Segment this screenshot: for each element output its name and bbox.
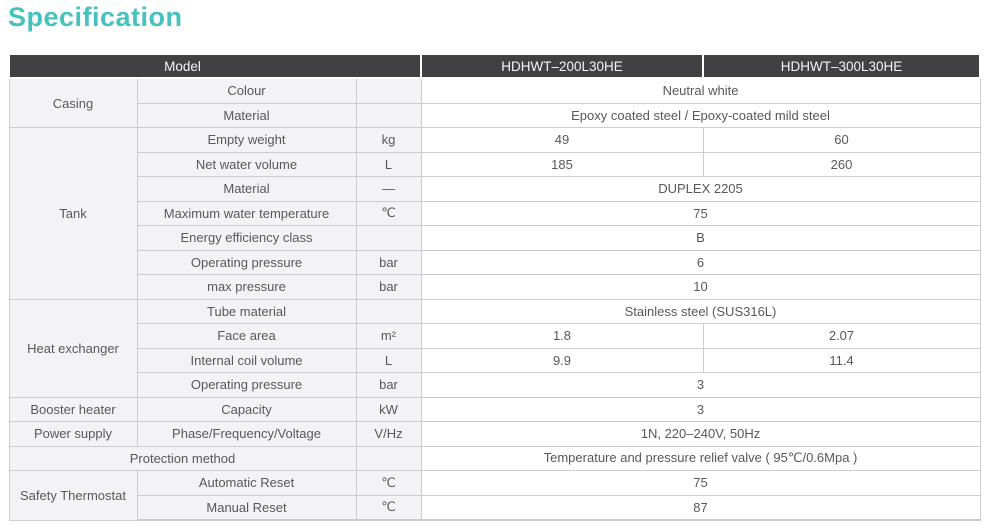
- model-header-cell: Model: [9, 54, 421, 78]
- table-row: [9, 103, 980, 128]
- value-cell: 10: [421, 275, 980, 300]
- table-header: [9, 54, 980, 78]
- unit-cell: bar: [356, 373, 421, 398]
- param-cell: Energy efficiency class: [137, 226, 356, 251]
- value-cell-1: 185: [421, 152, 703, 177]
- value-cell: Temperature and pressure relief valve ( 95℃/0.6Mpa ): [421, 446, 980, 471]
- table-row: [9, 201, 980, 226]
- table-row: [9, 226, 980, 251]
- value-cell: 87: [421, 495, 980, 520]
- table-row: [9, 177, 980, 202]
- value-cell: Epoxy coated steel / Epoxy-coated mild steel: [421, 103, 980, 128]
- unit-cell: [356, 78, 421, 103]
- table-row: [9, 78, 980, 103]
- value-cell: 3: [421, 397, 980, 422]
- value-cell: 75: [421, 201, 980, 226]
- value-cell-1: 49: [421, 128, 703, 153]
- value-cell: 75: [421, 471, 980, 496]
- param-cell: Operating pressure: [137, 250, 356, 275]
- table-row: [9, 324, 980, 349]
- table-row: [9, 373, 980, 398]
- unit-cell: V/Hz: [356, 422, 421, 447]
- unit-cell: ℃: [356, 471, 421, 496]
- table-body: [9, 78, 980, 520]
- param-cell: Empty weight: [137, 128, 356, 153]
- group-cell: Casing: [9, 78, 137, 128]
- value-cell: Neutral white: [421, 78, 980, 103]
- param-cell: Tube material: [137, 299, 356, 324]
- value-cell: Stainless steel (SUS316L): [421, 299, 980, 324]
- value-cell-2: 2.07: [703, 324, 980, 349]
- table-row: [9, 495, 980, 520]
- param-cell: Face area: [137, 324, 356, 349]
- value-cell: B: [421, 226, 980, 251]
- unit-cell: [356, 226, 421, 251]
- param-cell: Internal coil volume: [137, 348, 356, 373]
- unit-cell: [356, 299, 421, 324]
- value-cell-2: 11.4: [703, 348, 980, 373]
- param-cell: Material: [137, 177, 356, 202]
- param-cell: Net water volume: [137, 152, 356, 177]
- param-cell: max pressure: [137, 275, 356, 300]
- unit-cell: —: [356, 177, 421, 202]
- header-row: [9, 54, 980, 78]
- param-cell: Material: [137, 103, 356, 128]
- unit-cell: kg: [356, 128, 421, 153]
- table-row: [9, 275, 980, 300]
- value-cell-2: 60: [703, 128, 980, 153]
- table-row: [9, 128, 980, 153]
- page-title: Specification: [8, 2, 183, 32]
- table-row: [9, 348, 980, 373]
- table-row: [9, 397, 980, 422]
- param-cell: Maximum water temperature: [137, 201, 356, 226]
- table-row: [9, 152, 980, 177]
- unit-cell: [356, 103, 421, 128]
- merged-label-cell: Protection method: [9, 446, 356, 471]
- unit-cell: L: [356, 348, 421, 373]
- value-cell: 6: [421, 250, 980, 275]
- unit-cell: [356, 446, 421, 471]
- group-cell: Power supply: [9, 422, 137, 447]
- param-cell: Phase/Frequency/Voltage: [137, 422, 356, 447]
- unit-cell: bar: [356, 250, 421, 275]
- param-cell: Capacity: [137, 397, 356, 422]
- model-column-header-2: HDHWT–300L30HE: [703, 54, 980, 78]
- param-cell: Manual Reset: [137, 495, 356, 520]
- unit-cell: bar: [356, 275, 421, 300]
- table-row: [9, 446, 980, 471]
- table-row: [9, 422, 980, 447]
- unit-cell: ℃: [356, 495, 421, 520]
- table-row: [9, 250, 980, 275]
- table-row: [9, 471, 980, 496]
- group-cell: Safety Thermostat: [9, 471, 137, 521]
- group-cell: Heat exchanger: [9, 299, 137, 397]
- param-cell: Automatic Reset: [137, 471, 356, 496]
- unit-cell: L: [356, 152, 421, 177]
- unit-cell: m²: [356, 324, 421, 349]
- table-row: [9, 299, 980, 324]
- param-cell: Colour: [137, 78, 356, 103]
- unit-cell: ℃: [356, 201, 421, 226]
- value-cell: 1N, 220–240V, 50Hz: [421, 422, 980, 447]
- value-cell-1: 9.9: [421, 348, 703, 373]
- param-cell: Operating pressure: [137, 373, 356, 398]
- group-cell: Booster heater: [9, 397, 137, 422]
- specification-table: [8, 53, 981, 521]
- model-column-header-1: HDHWT–200L30HE: [421, 54, 703, 78]
- group-cell: Tank: [9, 128, 137, 300]
- value-cell: 3: [421, 373, 980, 398]
- value-cell-1: 1.8: [421, 324, 703, 349]
- value-cell: DUPLEX 2205: [421, 177, 980, 202]
- value-cell-2: 260: [703, 152, 980, 177]
- unit-cell: kW: [356, 397, 421, 422]
